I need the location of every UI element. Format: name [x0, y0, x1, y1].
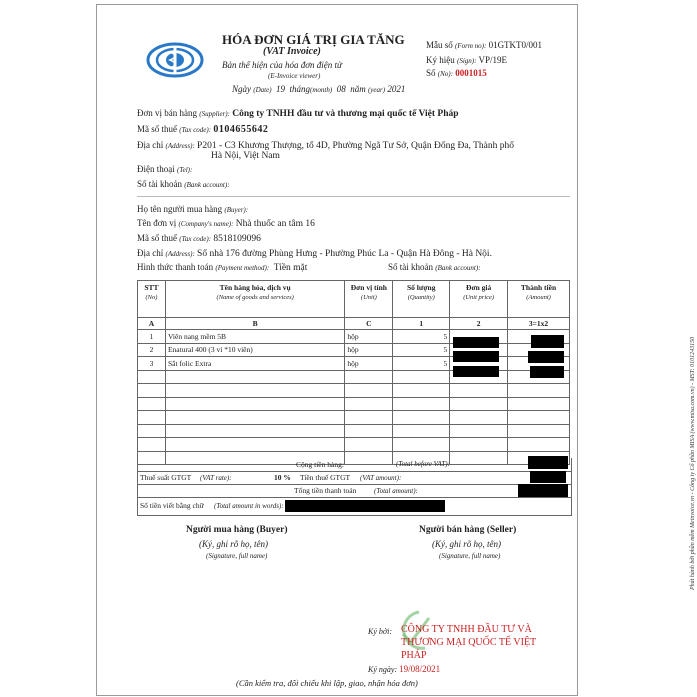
- einvoice-note-en: (E-Invoice viewer): [268, 72, 321, 80]
- invoice-number: Số (No): 0001015: [426, 68, 487, 78]
- vertical-issuer-note: Phát hành bởi phần mềm Meinvoice.vn - Công ty Cổ phần MISA (www.misa.com.vn) - MST: 0101243150: [690, 336, 696, 590]
- redacted-price: [453, 337, 499, 348]
- table-letter-row: A B C 1 2 3=1x2: [138, 318, 570, 330]
- table-row-empty: [138, 424, 570, 438]
- payment-method-row: Hình thức thanh toán (Payment method): Tiền mặt: [137, 262, 308, 273]
- buyer-bank-row: Số tài khoản (Bank account):: [388, 262, 481, 272]
- divider: [137, 196, 570, 197]
- amount-in-words-row: Số tiền viết bằng chữ (Total amount in words):: [137, 497, 572, 516]
- redacted-amount: [528, 351, 564, 363]
- company-logo: [146, 42, 204, 78]
- seller-name-row: Đơn vị bán hàng (Supplier): Công ty TNHH đầu tư và thương mại quốc tế Việt Pháp: [137, 108, 459, 119]
- invoice-sign: Ký hiệu (Sign): VP/19E: [426, 55, 508, 65]
- col-header-name: Tên hàng hóa, dịch vụ (Name of goods and services): [165, 281, 344, 318]
- table-row-empty: [138, 438, 570, 452]
- redacted-amount: [531, 335, 564, 348]
- col-header-no: STT (No): [138, 281, 166, 318]
- redacted-vat: [530, 471, 566, 483]
- col-header-qty: Số lượng (Quantity): [393, 281, 450, 318]
- signed-by-label: Ký bởi:: [368, 627, 393, 636]
- table-row: 3 Sắt folic Extra hộp 5: [138, 357, 570, 371]
- redacted-price: [453, 366, 499, 377]
- signed-by-line2: THƯƠNG MẠI QUỐC TẾ VIỆT: [401, 637, 537, 648]
- table-header-row: [138, 281, 570, 318]
- redacted-subtotal: [528, 456, 568, 469]
- invoice-subtitle: (VAT Invoice): [263, 46, 321, 57]
- redacted-total: [518, 484, 568, 497]
- total-row: Tổng tiền thanh toán (Total amount):: [137, 484, 572, 498]
- subtotal-row: Cộng tiền hàng: (Total before VAT):: [137, 458, 572, 472]
- redacted-amount: [530, 366, 564, 378]
- buyer-name-row: Họ tên người mua hàng (Buyer):: [137, 204, 249, 214]
- invoice-date: Ngày (Date) 19 tháng(month) 08 năm (year) 2021: [232, 84, 406, 94]
- buyer-sign-note: (Ký, ghi rõ họ, tên): [199, 539, 268, 549]
- seller-address-row: Địa chỉ (Address): P201 - C3 Khương Thượng, tổ 4D, Phường Ngã Tư Sở, Quận Đống Đa, Thành phố: [137, 140, 515, 151]
- redacted-price: [453, 351, 499, 362]
- seller-bank-row: Số tài khoản (Bank account):: [137, 179, 230, 189]
- seller-sign-note: (Ký, ghi rõ họ, tên): [432, 539, 501, 549]
- buyer-company-row: Tên đơn vị (Company's name): Nhà thuốc an tâm 16: [137, 218, 315, 229]
- buyer-sign-note-en: (Signature, full name): [206, 552, 268, 560]
- signed-by-line1: CÔNG TY TNHH ĐẦU TƯ VÀ: [401, 624, 532, 635]
- vat-row: Thuế suất GTGT (VAT rate): 10 % Tiền thuế GTGT (VAT amount):: [137, 471, 572, 485]
- table-row-empty: [138, 370, 570, 384]
- einvoice-note: Bản thể hiện của hóa đơn điện tử: [222, 60, 342, 70]
- seller-tax-row: Mã số thuế (Tax code): 0104655642: [137, 124, 269, 135]
- buyer-address-row: Địa chỉ (Address): Số nhà 176 đường Phùng Hưng - Phường Phúc La - Quận Hà Đông - Hà Nội.: [137, 248, 492, 259]
- col-header-unit: Đơn vị tính (Unit): [345, 281, 393, 318]
- col-header-amount: Thành tiền (Amount): [508, 281, 570, 318]
- seller-address-line2: Hà Nội, Việt Nam: [211, 151, 280, 161]
- table-row-empty: [138, 384, 570, 398]
- items-table: [137, 280, 570, 465]
- table-row-empty: [138, 397, 570, 411]
- invoice-title: HÓA ĐƠN GIÁ TRỊ GIA TĂNG: [222, 32, 405, 47]
- footer-note: (Cần kiểm tra, đối chiếu khi lập, giao, nhận hóa đơn): [236, 678, 418, 688]
- table-row: 1 Viên nang mềm 5B hộp 5: [138, 330, 570, 344]
- buyer-tax-row: Mã số thuế (Tax code): 8518109096: [137, 233, 261, 244]
- table-row-empty: [138, 411, 570, 425]
- signed-by-line3: PHÁP: [401, 650, 427, 661]
- seller-sign-note-en: (Signature, full name): [439, 552, 501, 560]
- form-number: Mẫu số (Form no): 01GTKT0/001: [426, 40, 543, 50]
- seller-tel-row: Điện thoại (Tel):: [137, 164, 193, 174]
- col-header-price: Đơn giá (Unit price): [450, 281, 508, 318]
- seller-signature-title: Người bán hàng (Seller): [419, 525, 517, 535]
- redacted-words: [285, 500, 445, 512]
- buyer-signature-title: Người mua hàng (Buyer): [186, 525, 288, 535]
- sign-date-row: Ký ngày: 19/08/2021: [368, 664, 441, 674]
- table-row: 2 Enatural 400 (3 vỉ *10 viên) hộp 5: [138, 343, 570, 357]
